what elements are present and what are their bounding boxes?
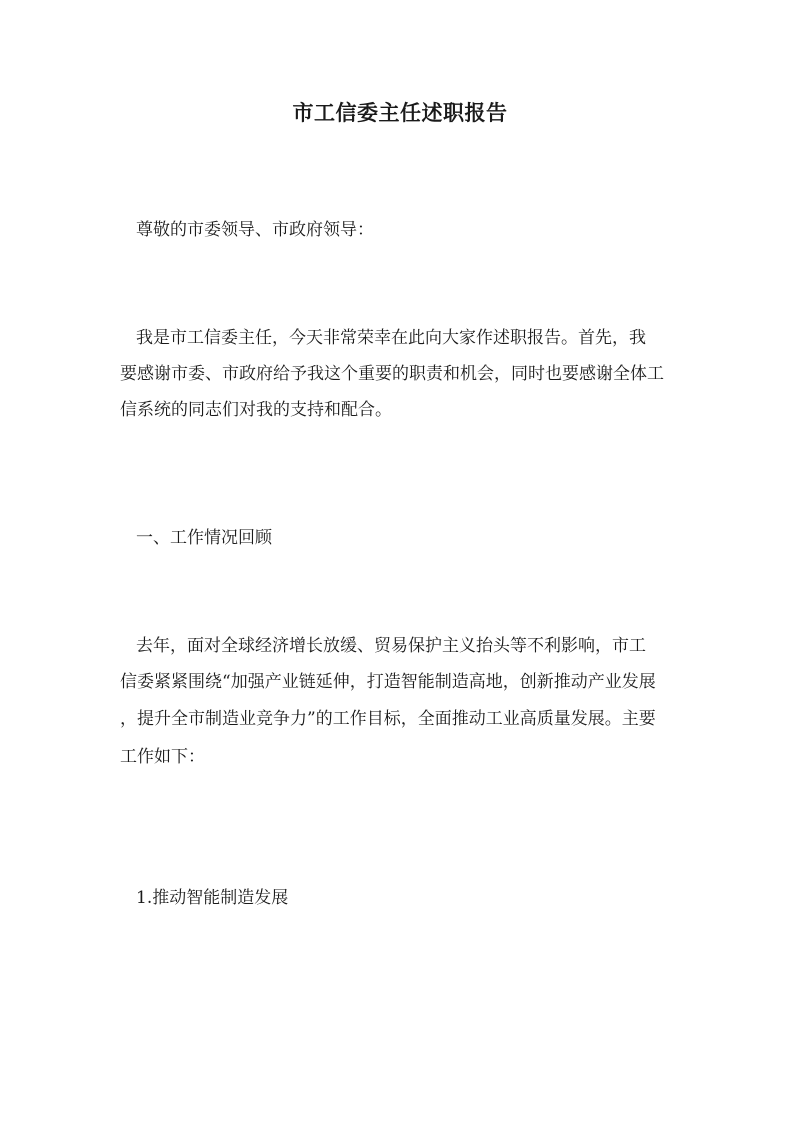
- section-body-line: ，提升全市制造业竞争力”的工作目标，全面推动工业高质量发展。主要: [120, 709, 656, 729]
- section-heading: [136, 520, 696, 556]
- section-body-line: 信委紧紧围绕“加强产业链延伸，打造智能制造高地，创新推动产业发展: [120, 672, 656, 692]
- section-body-line: 去年，面对全球经济增长放缓、贸易保护主义抬头等不利影响，市工: [136, 636, 646, 656]
- intro-line: 要感谢市委、市政府给予我这个重要的职责和机会，同时也要感谢全体工: [120, 364, 664, 384]
- salutation-text: 尊敬的市委领导、市政府领导：: [136, 220, 374, 240]
- document-title: 市工信委主任述职报告: [292, 100, 508, 125]
- section-body-paragraph: [120, 628, 696, 775]
- intro-line: 我是市工信委主任，今天非常荣幸在此向大家作述职报告。首先，我: [136, 328, 646, 348]
- intro-paragraph: [120, 320, 696, 428]
- section-body-line: 工作如下：: [120, 747, 205, 767]
- intro-line: 信系统的同志们对我的支持和配合。: [120, 400, 392, 420]
- subsection-heading: [136, 880, 696, 916]
- subsection-heading-text: 1.推动智能制造发展: [136, 888, 289, 908]
- section-heading-text: 一、工作情况回顾: [136, 528, 272, 548]
- salutation: [136, 212, 696, 248]
